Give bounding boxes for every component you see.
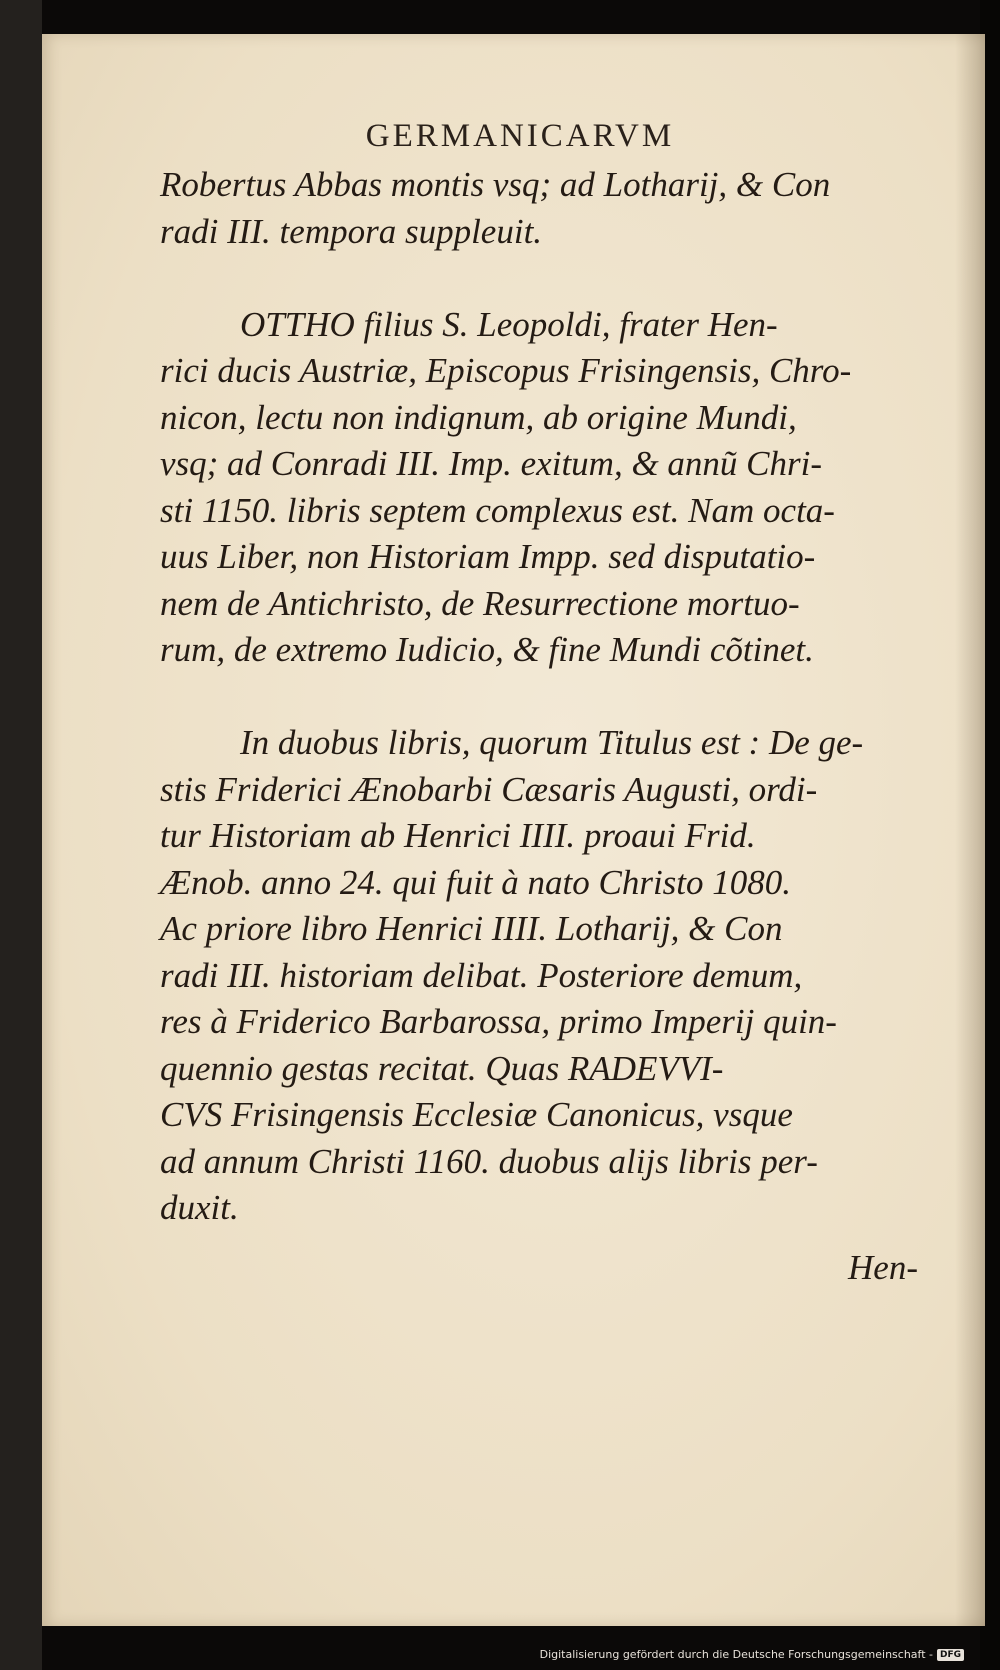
text-line: radi III. historiam delibat. Posteriore demum, [160,955,803,995]
text-line: nem de Antichristo, de Resurrectione mortuo- [160,583,800,623]
text-line: res à Friderico Barbarossa, primo Imperij quin- [160,1002,837,1041]
text-line: stis Friderici Ænobarbi Cæsaris Augusti, ordi- [160,769,818,809]
catchword: Hen- [848,1248,918,1287]
text-line: In duobus libris, quorum Titulus est : De ge- [240,723,864,762]
text-line: vsq; ad Conradi III. Imp. exitum, & annũ Chri- [160,444,823,483]
running-head: GERMANICARVM [365,118,675,154]
text-line: uus Liber, non Historiam Impp. sed disputatio- [160,537,816,576]
text-line: radi III. tempora suppleuit. [160,211,543,251]
text-line: Ac priore libro Henrici IIII. Lotharij, & Con [160,909,783,948]
text-line: nicon, lectu non indignum, ab origine Mundi, [160,397,797,437]
footer-text: Digitalisierung gefördert durch die Deutsche Forschungsgemeinschaft - [539,1648,933,1661]
text-line: tur Historiam ab Henrici IIII. proaui Frid. [160,816,756,855]
text-line: ad annum Christi 1160. duobus alijs libris per- [160,1141,818,1181]
paragraph-gap [160,255,950,302]
text-line: rum, de extremo Iudicio, & fine Mundi cõtinet. [160,630,814,669]
text-line: Ænob. anno 24. qui fuit à nato Christo 1080. [160,862,792,902]
text-line: duxit. [160,1188,239,1227]
text-line: CVS Frisingensis Ecclesiæ Canonicus, vsque [160,1095,793,1134]
dfg-logo: DFG [937,1649,964,1661]
text-line: Robertus Abbas montis vsq; ad Lotharij, & Con [160,165,831,204]
text-line: OTTHO filius S. Leopoldi, frater Hen- [240,304,778,344]
scan-left-edge [0,0,42,1670]
text-line: quennio gestas recitat. Quas RADEVVI- [160,1048,724,1088]
paragraph-gap [160,674,950,721]
text-line: sti 1150. libris septem complexus est. Nam octa- [160,490,835,530]
page-spine-shadow [955,34,985,1626]
text-line: rici ducis Austriæ, Episcopus Frisingensis, Chro- [160,351,852,390]
page-body [160,162,950,1232]
digitization-footer [540,1648,964,1661]
